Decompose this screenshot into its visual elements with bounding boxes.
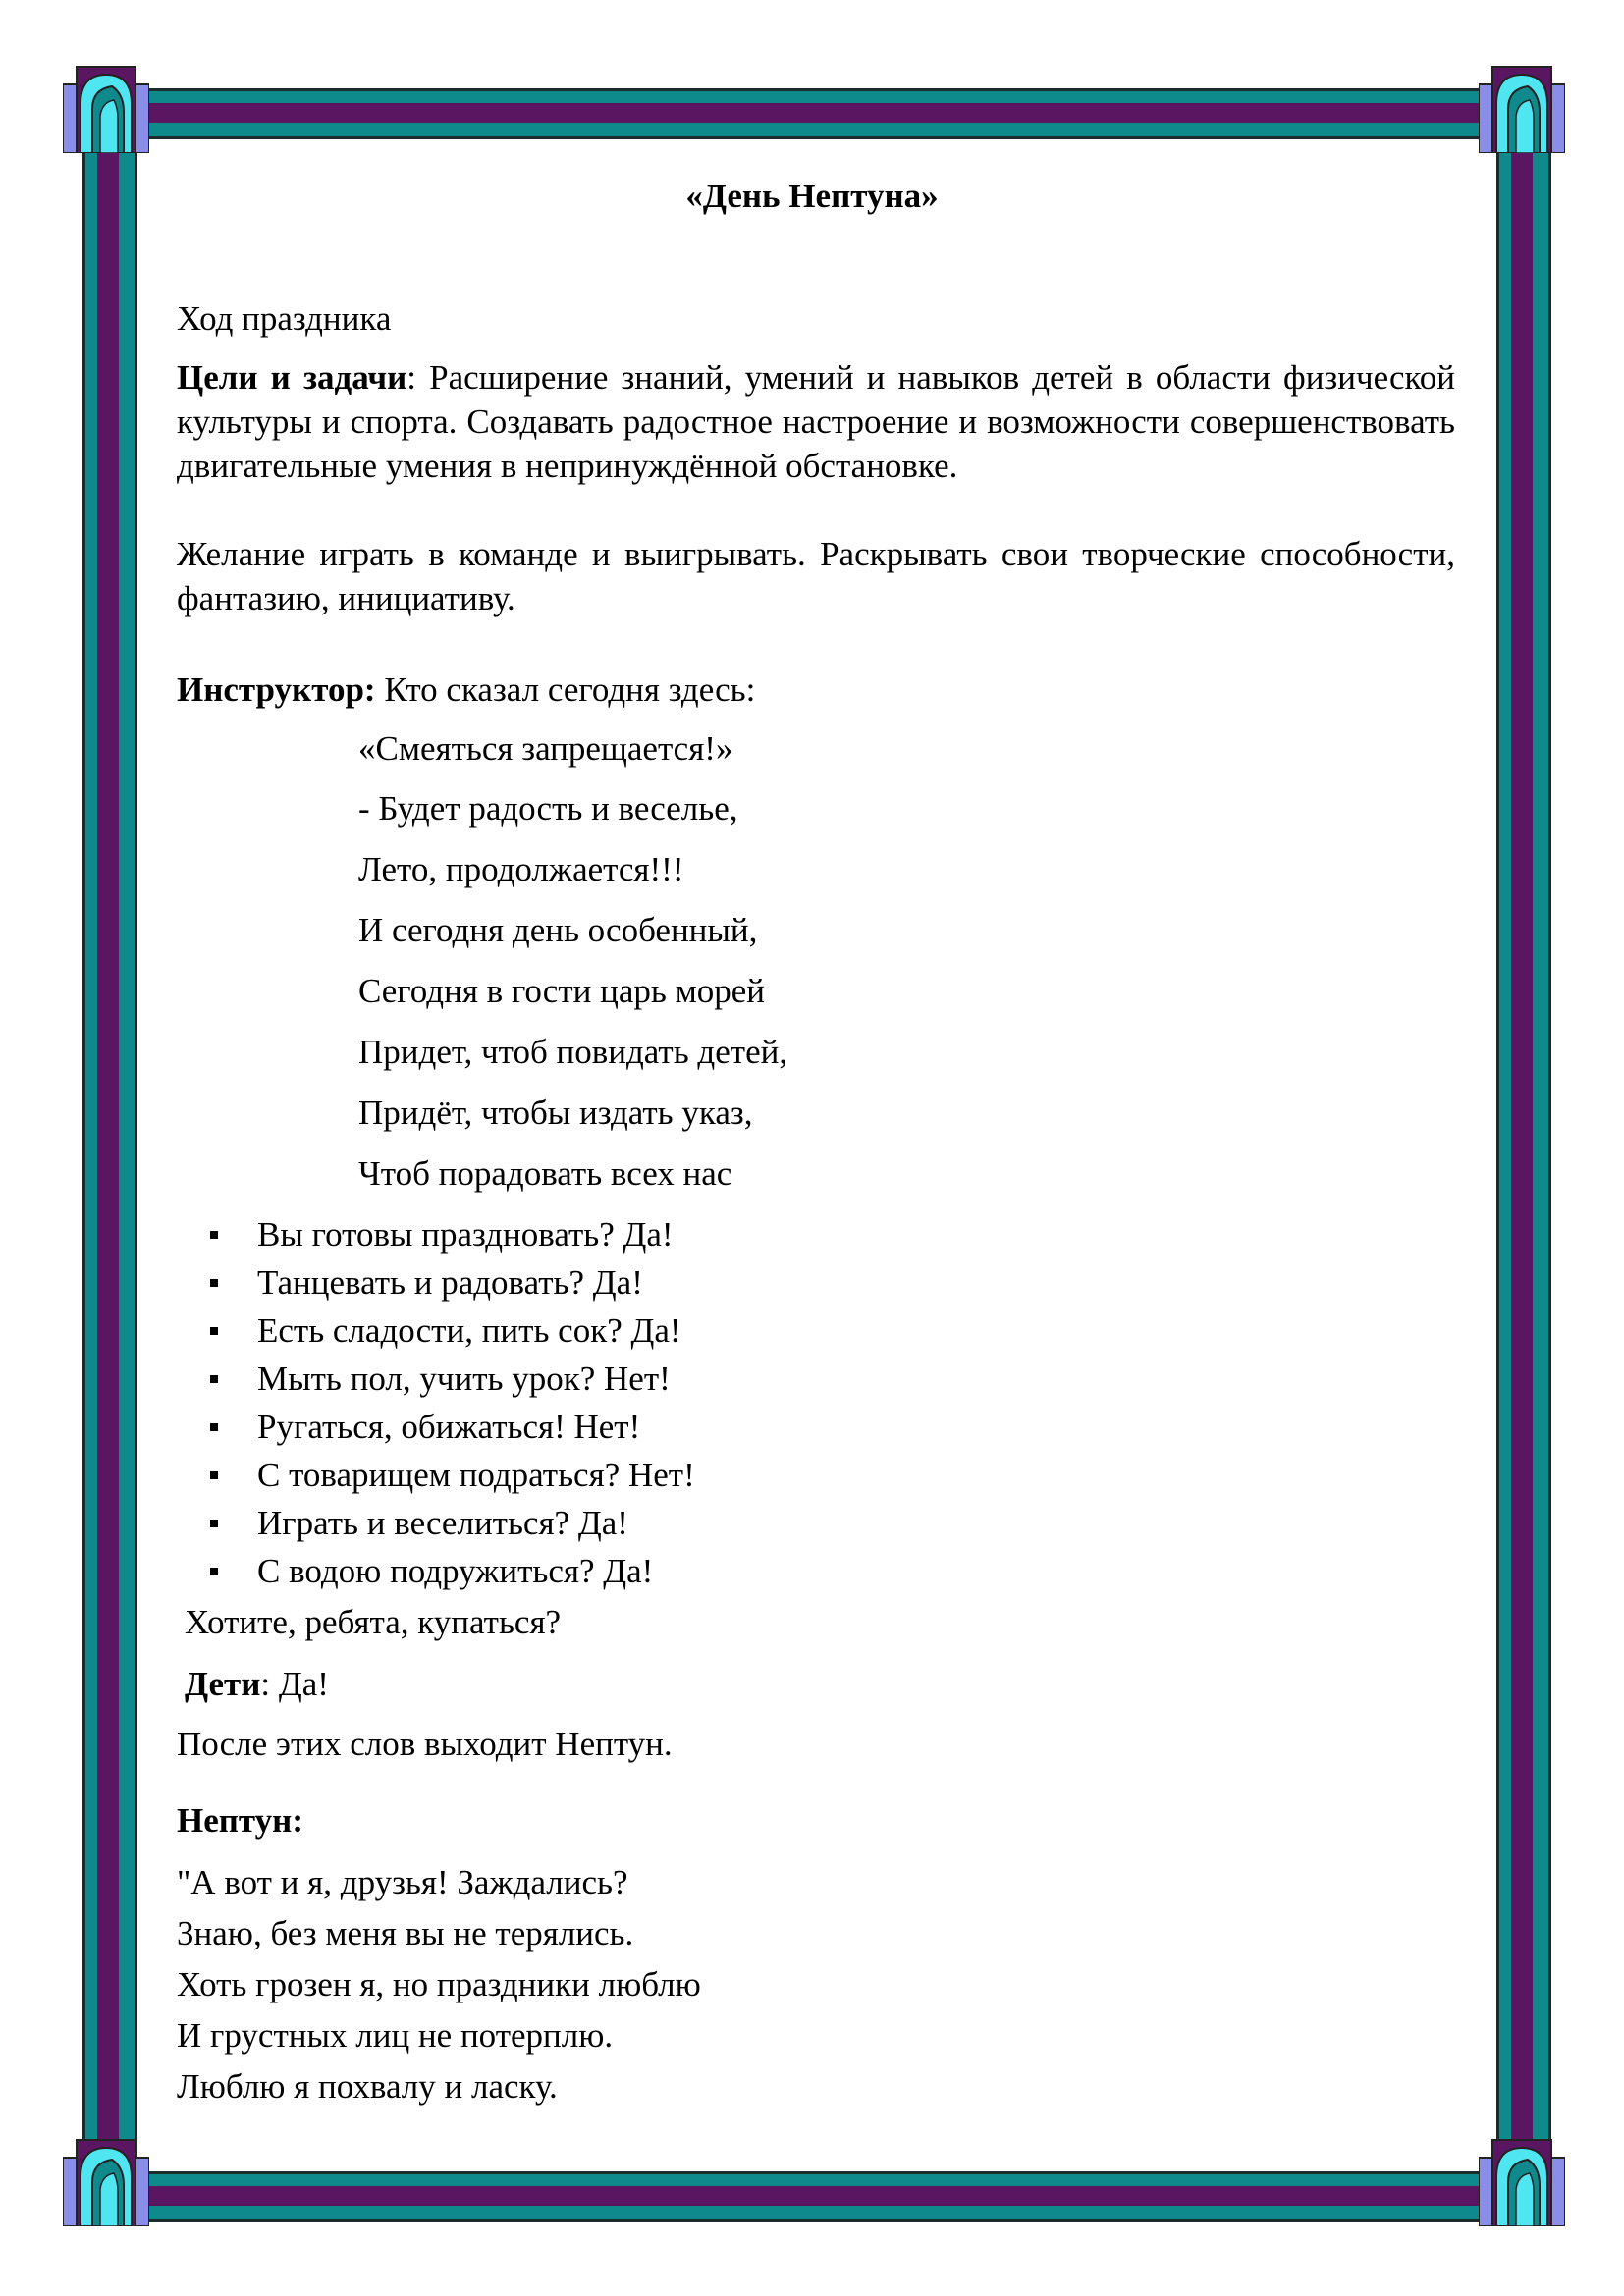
neptune-label: Нептун: (177, 1801, 303, 1840)
goals-paragraph-2: Желание играть в команде и выигрывать. Раскрывать свои творческие способности, фантазию, инициативу. (177, 535, 1455, 617)
list-item: Танцевать и радовать? Да! (206, 1258, 695, 1307)
document-title: «День Нептуна» (685, 177, 939, 215)
goals-text: : Расширение знаний, умений и навыков детей в области физической культуры и спорта. Создавать радостное настроение и возможности совершенствовать двигательные умения в непринуждённой обстановке. (177, 358, 1455, 485)
neptune-line: Знаю, без меня вы не терялись. (177, 1914, 634, 1952)
bullet-square-icon (210, 1327, 218, 1335)
poem-line-2: - Будет радость и веселье, (358, 789, 738, 828)
bullet-square-icon (210, 1520, 218, 1527)
bullet-square-icon (210, 1231, 218, 1239)
children-label: Дети (185, 1665, 261, 1703)
frame-top-bar (123, 88, 1507, 139)
document-subtitle: Ход праздника (177, 299, 392, 338)
neptune-line: Хоть грозен я, но праздники люблю (177, 1965, 701, 2003)
list-item: Вы готовы праздновать? Да! (206, 1210, 695, 1258)
goals-label: Цели и задачи (177, 358, 407, 397)
instructor-text: Кто сказал сегодня здесь: (375, 670, 756, 709)
poem-line-8: Чтоб порадовать всех нас (358, 1154, 732, 1193)
question-line: Хотите, ребята, купаться? (185, 1603, 562, 1641)
neptune-line: Люблю я похвалу и ласку. (177, 2067, 558, 2106)
bullet-square-icon (210, 1471, 218, 1479)
list-item: Играть и веселиться? Да! (206, 1499, 695, 1547)
children-line (185, 1665, 329, 1704)
frame-right-bar (1496, 137, 1551, 2184)
corner-ornament-bottom-right (1479, 2138, 1565, 2226)
poem-line-4: И сегодня день особенный, (358, 911, 758, 949)
poem-line-1: «Смеяться запрещается!» (358, 729, 733, 768)
instructor-label: Инструктор: (177, 670, 376, 709)
list-item: Мыть пол, учить урок? Нет! (206, 1355, 695, 1403)
list-item: Есть сладости, пить сок? Да! (206, 1307, 695, 1355)
goals-paragraph (177, 355, 1455, 488)
after-words-line: После этих слов выходит Нептун. (177, 1725, 673, 1763)
instructor-line (177, 667, 755, 712)
neptune-line: И грустных лиц не потерплю. (177, 2016, 614, 2055)
frame-left-bar (82, 137, 137, 2184)
neptune-line: "А вот и я, друзья! Заждались? (177, 1863, 628, 1901)
list-item: С товарищем подраться? Нет! (206, 1451, 695, 1499)
bullet-square-icon (210, 1279, 218, 1287)
poem-line-5: Сегодня в гости царь морей (358, 972, 766, 1010)
corner-ornament-top-left (63, 65, 149, 153)
poem-line-6: Придет, чтоб повидать детей, (358, 1033, 788, 1071)
question-list (206, 1210, 695, 1595)
neptune-speech (177, 1857, 701, 2112)
corner-ornament-bottom-left (63, 2138, 149, 2226)
list-item: Ругаться, обижаться! Нет! (206, 1403, 695, 1451)
poem-line-3: Лето, продолжается!!! (358, 850, 684, 888)
bullet-square-icon (210, 1568, 218, 1575)
bullet-square-icon (210, 1423, 218, 1431)
corner-ornament-top-right (1479, 65, 1565, 153)
frame-bottom-bar (123, 2171, 1507, 2222)
bullet-square-icon (210, 1375, 218, 1383)
poem-line-7: Придёт, чтобы издать указ, (358, 1094, 753, 1132)
children-text: : Да! (260, 1665, 329, 1703)
list-item: С водою подружиться? Да! (206, 1547, 695, 1595)
